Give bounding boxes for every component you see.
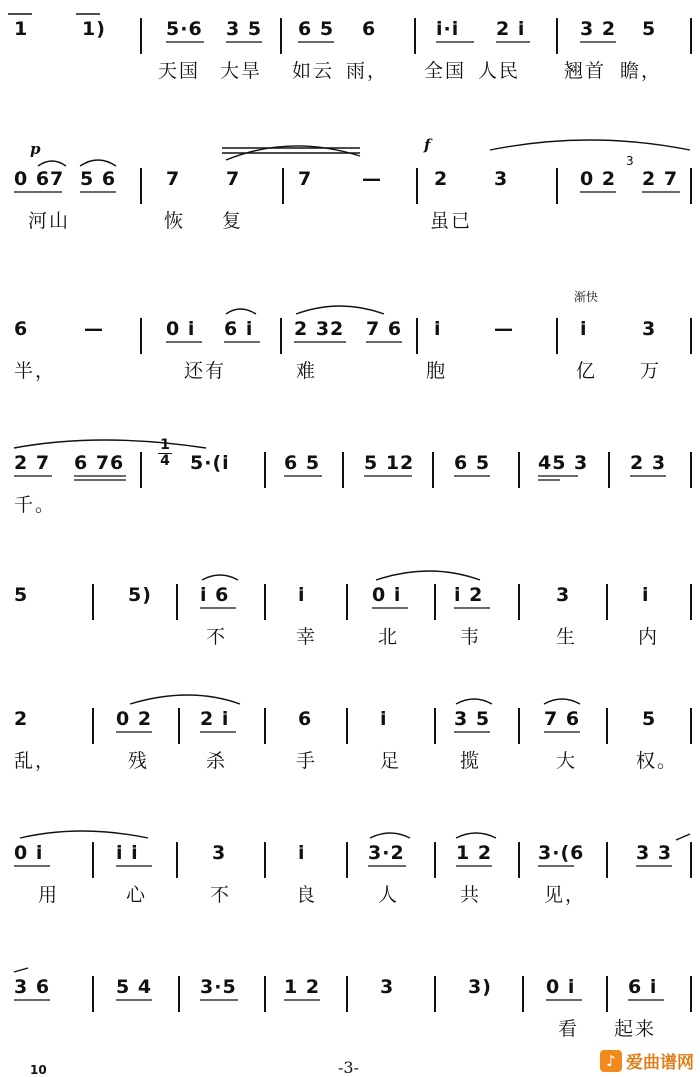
barline bbox=[178, 976, 180, 1012]
barline bbox=[346, 976, 348, 1012]
barline bbox=[346, 842, 348, 878]
lyric: 复 bbox=[222, 210, 244, 232]
barline bbox=[434, 708, 436, 744]
note: 7 6 bbox=[544, 708, 581, 730]
notes-row bbox=[0, 437, 700, 486]
lyric: 人 bbox=[378, 884, 400, 906]
note: 2 7 bbox=[14, 452, 51, 474]
slur bbox=[456, 833, 496, 838]
barline bbox=[556, 18, 558, 54]
barline bbox=[92, 842, 94, 878]
note: 6 bbox=[362, 18, 377, 40]
barline bbox=[518, 452, 520, 488]
note: 0 2 bbox=[116, 708, 153, 730]
note: 6 76 bbox=[74, 452, 125, 474]
tempo-marking: 渐快 bbox=[574, 290, 599, 304]
phrase-slur bbox=[490, 140, 690, 150]
lyric: 看 bbox=[558, 1018, 580, 1040]
barline bbox=[264, 452, 266, 488]
barline bbox=[346, 584, 348, 620]
note: i bbox=[380, 708, 388, 730]
lyric: 胞 bbox=[426, 360, 448, 382]
barline bbox=[434, 976, 436, 1012]
slur bbox=[20, 831, 148, 838]
lyric: 生 bbox=[556, 626, 578, 648]
lyrics-row bbox=[0, 206, 700, 240]
note: 1 2 bbox=[456, 842, 493, 864]
note: 1) bbox=[82, 18, 106, 40]
note: 3 bbox=[556, 584, 571, 606]
note: 3·2 bbox=[368, 842, 405, 864]
lyric: 手 bbox=[296, 750, 318, 772]
barline bbox=[518, 584, 520, 620]
note: 5·6 bbox=[166, 18, 203, 40]
note: 2 i bbox=[496, 18, 526, 40]
note: 5 bbox=[642, 18, 657, 40]
note: 6 5 bbox=[298, 18, 335, 40]
lyric: 大 bbox=[556, 750, 578, 772]
barline bbox=[556, 168, 558, 204]
slur bbox=[370, 833, 410, 838]
slur bbox=[544, 699, 580, 704]
note: 3 6 bbox=[14, 976, 51, 998]
barline bbox=[92, 584, 94, 620]
barline bbox=[346, 708, 348, 744]
lyric: 心 bbox=[126, 884, 148, 906]
barline bbox=[176, 584, 178, 620]
barline bbox=[518, 842, 520, 878]
barline bbox=[264, 842, 266, 878]
note: 2 32 bbox=[294, 318, 345, 340]
lyric: 瞻， bbox=[620, 60, 663, 82]
lyric: 恢 bbox=[164, 210, 186, 232]
barline bbox=[264, 584, 266, 620]
barline bbox=[280, 318, 282, 354]
barline bbox=[92, 976, 94, 1012]
slur bbox=[130, 695, 240, 704]
note: — bbox=[494, 318, 514, 340]
lyric: 残 bbox=[128, 750, 150, 772]
slur bbox=[376, 571, 480, 580]
note: 7 bbox=[166, 168, 181, 190]
lyric: 雨， bbox=[346, 60, 389, 82]
slur bbox=[14, 968, 28, 972]
note: 3·5 bbox=[200, 976, 237, 998]
note: i bbox=[580, 318, 588, 340]
notes-row bbox=[0, 976, 700, 1010]
note: 3 5 bbox=[226, 18, 263, 40]
barline bbox=[522, 976, 524, 1012]
barline bbox=[690, 584, 692, 620]
lyric: 权。 bbox=[636, 750, 679, 772]
lyric: 全国 bbox=[424, 60, 467, 82]
barline bbox=[690, 452, 692, 488]
lyric: 如云 bbox=[292, 60, 335, 82]
note: 3 bbox=[494, 168, 509, 190]
note: 2 bbox=[434, 168, 449, 190]
lyric: 千。 bbox=[14, 494, 57, 516]
lyric: 不 bbox=[210, 884, 232, 906]
lyric: 难 bbox=[296, 360, 318, 382]
note: 5) bbox=[128, 584, 152, 606]
barline bbox=[606, 584, 608, 620]
note: i 2 bbox=[454, 584, 484, 606]
note: 1 2 bbox=[284, 976, 321, 998]
barline bbox=[556, 318, 558, 354]
barline bbox=[434, 584, 436, 620]
note: 3 2 bbox=[580, 18, 617, 40]
note: i bbox=[434, 318, 442, 340]
note: — bbox=[84, 318, 104, 340]
page-number: -3- bbox=[338, 1058, 359, 1077]
note: 6 i bbox=[628, 976, 658, 998]
barline bbox=[690, 976, 692, 1012]
time-signature bbox=[158, 438, 172, 469]
lyric: 乱， bbox=[14, 750, 57, 772]
note: 6 bbox=[298, 708, 313, 730]
lyric: 天国 bbox=[158, 60, 201, 82]
time-sig-top: 1 bbox=[160, 437, 170, 453]
lyric: 河山 bbox=[28, 210, 71, 232]
slur bbox=[296, 306, 384, 314]
lyric: 足 bbox=[380, 750, 402, 772]
note: 6 bbox=[14, 318, 29, 340]
barline bbox=[264, 976, 266, 1012]
note: 1 bbox=[14, 18, 29, 40]
note: 0 i bbox=[372, 584, 402, 606]
lyric: 杀 bbox=[206, 750, 228, 772]
lyric: 幸 bbox=[296, 626, 318, 648]
note: 2 3 bbox=[630, 452, 667, 474]
lyric: 人民 bbox=[478, 60, 521, 82]
barline bbox=[264, 708, 266, 744]
watermark-text: 爱曲谱网 bbox=[626, 1053, 694, 1073]
barline bbox=[414, 18, 416, 54]
note: 3·(6 bbox=[538, 842, 585, 864]
lyric: 北 bbox=[378, 626, 400, 648]
barline bbox=[280, 18, 282, 54]
lyrics-row bbox=[0, 880, 700, 914]
note: 5 4 bbox=[116, 976, 153, 998]
note: 0 67 bbox=[14, 168, 65, 190]
barline bbox=[606, 842, 608, 878]
note: 0 i bbox=[546, 976, 576, 998]
lyric: 大旱 bbox=[220, 60, 263, 82]
lyric: 不 bbox=[206, 626, 228, 648]
lyric: 翘首 bbox=[564, 60, 607, 82]
barline bbox=[140, 452, 142, 488]
notes-row bbox=[0, 708, 700, 742]
note: i bbox=[298, 842, 306, 864]
lyric: 亿 bbox=[576, 360, 598, 382]
lyrics-row bbox=[0, 490, 700, 524]
slur bbox=[226, 146, 360, 160]
note: 6 5 bbox=[454, 452, 491, 474]
lyrics-row bbox=[0, 356, 700, 390]
note: 3 3 bbox=[636, 842, 673, 864]
note: 5 6 bbox=[80, 168, 117, 190]
barline bbox=[690, 318, 692, 354]
note: 3 bbox=[380, 976, 395, 998]
note: 7 bbox=[226, 168, 241, 190]
note: 3 5 bbox=[454, 708, 491, 730]
note: 2 i bbox=[200, 708, 230, 730]
grace-note: 3 bbox=[626, 154, 634, 168]
note: 2 bbox=[14, 708, 29, 730]
note: — bbox=[362, 168, 382, 190]
barline bbox=[690, 168, 692, 204]
corner-number: 10 bbox=[30, 1063, 47, 1077]
lyric: 还有 bbox=[184, 360, 227, 382]
note: 3 bbox=[212, 842, 227, 864]
barline bbox=[92, 708, 94, 744]
slur bbox=[202, 575, 238, 580]
barline bbox=[342, 452, 344, 488]
slur bbox=[38, 161, 66, 166]
phrase-slur bbox=[14, 440, 206, 448]
barline bbox=[282, 168, 284, 204]
barline bbox=[606, 708, 608, 744]
barline bbox=[176, 842, 178, 878]
lyrics-row bbox=[0, 622, 700, 656]
lyrics-row bbox=[0, 1014, 700, 1048]
notes-row bbox=[0, 18, 700, 52]
lyric: 良 bbox=[296, 884, 318, 906]
lyric: 虽已 bbox=[430, 210, 473, 232]
slur bbox=[226, 309, 256, 314]
dynamic-piano: p bbox=[30, 140, 41, 158]
barline bbox=[434, 842, 436, 878]
note: i bbox=[642, 584, 650, 606]
lyric: 揽 bbox=[460, 750, 482, 772]
note: 5 bbox=[642, 708, 657, 730]
note: 3 bbox=[642, 318, 657, 340]
note: i bbox=[298, 584, 306, 606]
note: i i bbox=[116, 842, 139, 864]
dynamic-forte: f bbox=[424, 136, 431, 154]
lyric: 万 bbox=[640, 360, 662, 382]
notes-row bbox=[0, 168, 700, 202]
notes-row bbox=[0, 584, 700, 618]
barline bbox=[140, 18, 142, 54]
barline bbox=[608, 452, 610, 488]
lyric: 见， bbox=[544, 884, 587, 906]
note: 0 2 bbox=[580, 168, 617, 190]
note: 5 bbox=[14, 584, 29, 606]
note: i·i bbox=[436, 18, 460, 40]
note: 0 i bbox=[166, 318, 196, 340]
note: 7 bbox=[298, 168, 313, 190]
barline bbox=[606, 976, 608, 1012]
barline bbox=[140, 318, 142, 354]
note: 3) bbox=[468, 976, 492, 998]
barline bbox=[690, 18, 692, 54]
lyrics-row bbox=[0, 746, 700, 780]
note: 45 3 bbox=[538, 452, 589, 474]
note: 5·(i bbox=[190, 452, 230, 474]
site-watermark bbox=[600, 1048, 694, 1073]
note: 6 i bbox=[224, 318, 254, 340]
barline bbox=[690, 708, 692, 744]
music-note-icon: ♪ bbox=[600, 1050, 622, 1072]
barline bbox=[178, 708, 180, 744]
lyric: 起来 bbox=[614, 1018, 657, 1040]
lyric: 半， bbox=[14, 360, 57, 382]
slur bbox=[676, 834, 690, 840]
lyrics-row bbox=[0, 56, 700, 90]
barline bbox=[432, 452, 434, 488]
note: 5 12 bbox=[364, 452, 415, 474]
notes-row bbox=[0, 842, 700, 876]
note: 7 6 bbox=[366, 318, 403, 340]
barline bbox=[140, 168, 142, 204]
barline bbox=[518, 708, 520, 744]
barline bbox=[416, 168, 418, 204]
note: i 6 bbox=[200, 584, 230, 606]
barline bbox=[690, 842, 692, 878]
note: 6 5 bbox=[284, 452, 321, 474]
note: 0 i bbox=[14, 842, 44, 864]
lyric: 韦 bbox=[460, 626, 482, 648]
barline bbox=[416, 318, 418, 354]
notes-row bbox=[0, 318, 700, 352]
lyric: 共 bbox=[460, 884, 482, 906]
lyric: 用 bbox=[38, 884, 60, 906]
slur bbox=[456, 699, 492, 704]
slur bbox=[80, 160, 116, 166]
note: 2 7 bbox=[642, 168, 679, 190]
time-sig-bottom: 4 bbox=[160, 453, 170, 469]
lyric: 内 bbox=[638, 626, 660, 648]
